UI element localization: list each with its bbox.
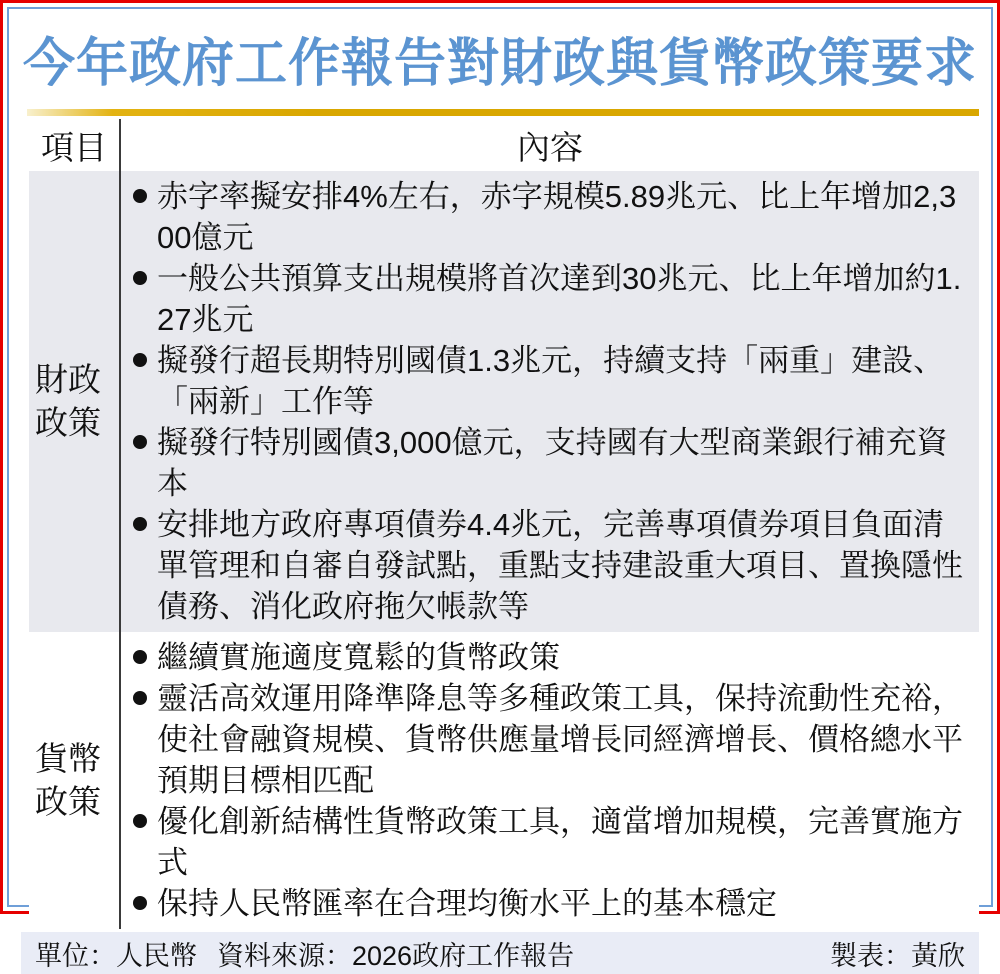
bullet-icon (133, 189, 147, 203)
bullet-icon (133, 814, 147, 828)
policy-bullet-item (131, 637, 973, 678)
policy-bullet-item (131, 504, 973, 627)
fiscal-policy-content-cell (121, 171, 979, 632)
policy-bullet-text: 赤字率擬安排4%左右，赤字規模5.89兆元、比上年增加2,300億元 (157, 179, 957, 255)
policy-bullet-text: 優化創新結構性貨幣政策工具，適當增加規模，完善實施方式 (157, 804, 963, 880)
policy-bullet-item (131, 801, 973, 883)
policy-bullet-text: 一般公共預算支出規模將首次達到30兆元、比上年增加約1.27兆元 (157, 261, 962, 337)
fiscal-policy-category-cell (29, 171, 121, 632)
bullet-icon (133, 896, 147, 910)
credit-label: 製表：黃欣 (830, 940, 965, 971)
footer-source-info (35, 934, 574, 973)
column-header-item: 項目 (29, 119, 121, 171)
policy-bullet-item (131, 258, 973, 340)
monetary-policy-category-cell (29, 632, 121, 929)
policy-bullet-text: 繼續實施適度寬鬆的貨幣政策 (157, 640, 560, 675)
column-header-content: 內容 (121, 119, 979, 171)
footer-bar (21, 932, 979, 974)
policy-bullet-text: 擬發行超長期特別國債1.3兆元，持續支持「兩重」建設、「兩新」工作等 (157, 343, 945, 419)
policy-bullet-text: 擬發行特別國債3,000億元，支持國有大型商業銀行補充資本 (157, 425, 948, 501)
fiscal-policy-label: 財政政策 (35, 360, 101, 441)
bullet-icon (133, 271, 147, 285)
policy-bullet-item (131, 176, 973, 258)
bullet-icon (133, 353, 147, 367)
policy-bullet-text: 安排地方政府專項債券4.4兆元，完善專項債券項目負面清單管理和自審自發試點，重點支持建設重大項目、置換隱性債務、消化政府拖欠帳款等 (157, 507, 963, 624)
source-label: 資料來源：2026政府工作報告 (217, 940, 575, 971)
title-area (19, 9, 981, 107)
policy-bullet-text: 保持人民幣匯率在合理均衡水平上的基本穩定 (157, 886, 777, 921)
bullet-icon (133, 517, 147, 531)
blue-inner-frame (7, 7, 993, 971)
unit-label: 單位：人民幣 (35, 940, 197, 971)
bullet-icon (133, 435, 147, 449)
policy-bullet-item (131, 678, 973, 801)
gold-divider-rule (27, 109, 979, 116)
bullet-icon (133, 650, 147, 664)
monetary-policy-content-cell (121, 632, 979, 929)
fiscal-policy-bullet-list (121, 171, 979, 632)
monetary-policy-label: 貨幣政策 (35, 739, 101, 820)
policy-bullet-text: 靈活高效運用降準降息等多種政策工具，保持流動性充裕，使社會融資規模、貨幣供應量增長同經濟增長、價格總水平預期目標相匹配 (157, 681, 963, 798)
policy-table (29, 119, 979, 929)
page-title: 今年政府工作報告對財政與貨幣政策要求 (22, 34, 977, 93)
policy-bullet-item (131, 883, 973, 924)
policy-bullet-item (131, 340, 973, 422)
bullet-icon (133, 691, 147, 705)
policy-bullet-item (131, 422, 973, 504)
monetary-policy-bullet-list (121, 632, 979, 929)
